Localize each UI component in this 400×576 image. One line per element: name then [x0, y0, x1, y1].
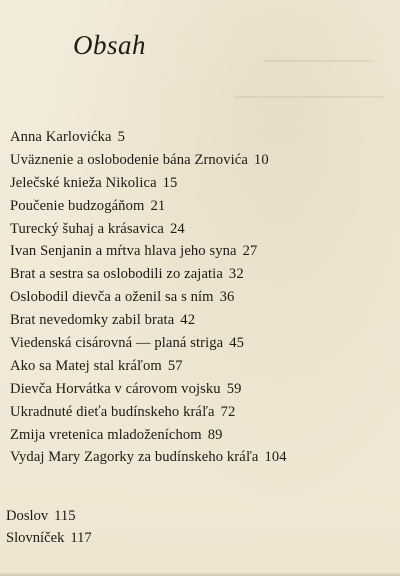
- page-bottom-edge: [0, 572, 400, 576]
- toc-entry-page: 32: [228, 266, 244, 283]
- toc-entry: [10, 126, 287, 149]
- toc-entry-title: Oslobodil dievča a oženil sa s ním: [10, 289, 214, 306]
- toc-entry-title: Viedenská cisárovná — planá striga: [10, 335, 224, 352]
- toc-entry-page: 24: [169, 220, 185, 237]
- toc-entry: [10, 401, 287, 424]
- bleed-stroke: [230, 96, 384, 124]
- toc-entry-title: Zmija vretenica mladoženíchom: [10, 426, 202, 443]
- toc-entry: [10, 286, 287, 309]
- toc-entry: [10, 355, 287, 378]
- back-matter-page: 115: [54, 508, 76, 524]
- back-matter-title: Doslov: [6, 508, 49, 524]
- toc-entry: [10, 149, 287, 172]
- toc-entry-title: Brat a sestra sa oslobodili zo zajatia: [10, 266, 223, 283]
- toc-entry-page: 5: [117, 129, 125, 145]
- toc-entry-page: 45: [229, 335, 245, 352]
- toc-entry-page: 104: [264, 449, 287, 466]
- back-matter-entry: [6, 505, 92, 527]
- toc-entry-title: Dievča Horvátka v cárovom vojsku: [10, 380, 221, 397]
- bleed-stroke: [260, 60, 374, 88]
- page-title: Obsah: [73, 30, 147, 60]
- toc-entry-title: Brat nevedomky zabil brata: [10, 312, 175, 329]
- toc-entry-title: Ivan Senjanin a mŕtva hlava jeho syna: [10, 243, 237, 260]
- toc-entry: [10, 332, 287, 355]
- back-matter-list: [6, 505, 92, 550]
- back-matter-entry: [6, 527, 92, 549]
- toc-entry-title: Anna Karlovićka: [10, 129, 112, 145]
- toc-entry-title: Uväznenie a oslobodenie bána Zrnovića: [10, 151, 248, 168]
- toc-entry-page: 42: [180, 312, 196, 329]
- toc-entry: [10, 424, 287, 447]
- toc-entry-title: Jelečské knieža Nikolica: [10, 174, 157, 191]
- back-matter-title: Slovníček: [6, 530, 65, 547]
- toc-entry-page: 10: [253, 151, 269, 168]
- toc-entry-title: Vydaj Mary Zagorky za budínskeho kráľa: [10, 449, 259, 466]
- toc-entry-title: Ako sa Matej stal kráľom: [10, 357, 162, 374]
- toc-entry: [10, 378, 287, 401]
- table-of-contents: [10, 126, 287, 469]
- toc-entry: [10, 309, 287, 332]
- toc-entry-page: 27: [242, 243, 258, 260]
- toc-entry: [10, 263, 287, 286]
- toc-entry-title: Ukradnuté dieťa budínskeho kráľa: [10, 403, 215, 420]
- toc-entry: [10, 218, 287, 241]
- toc-entry-page: 59: [226, 380, 242, 397]
- back-matter-page: 117: [70, 530, 92, 547]
- toc-entry-page: 21: [150, 197, 166, 214]
- toc-entry-page: 15: [162, 174, 178, 191]
- toc-entry: [10, 172, 287, 195]
- toc-entry: [10, 240, 287, 263]
- toc-entry-page: 57: [167, 357, 183, 374]
- toc-entry-page: 72: [220, 403, 236, 420]
- toc-entry: [10, 446, 287, 469]
- toc-entry: [10, 195, 287, 218]
- toc-entry-title: Poučenie budzogáňom: [10, 197, 145, 214]
- toc-entry-page: 89: [207, 426, 223, 443]
- toc-entry-page: 36: [219, 289, 235, 306]
- toc-entry-title: Turecký šuhaj a krásavica: [10, 220, 164, 237]
